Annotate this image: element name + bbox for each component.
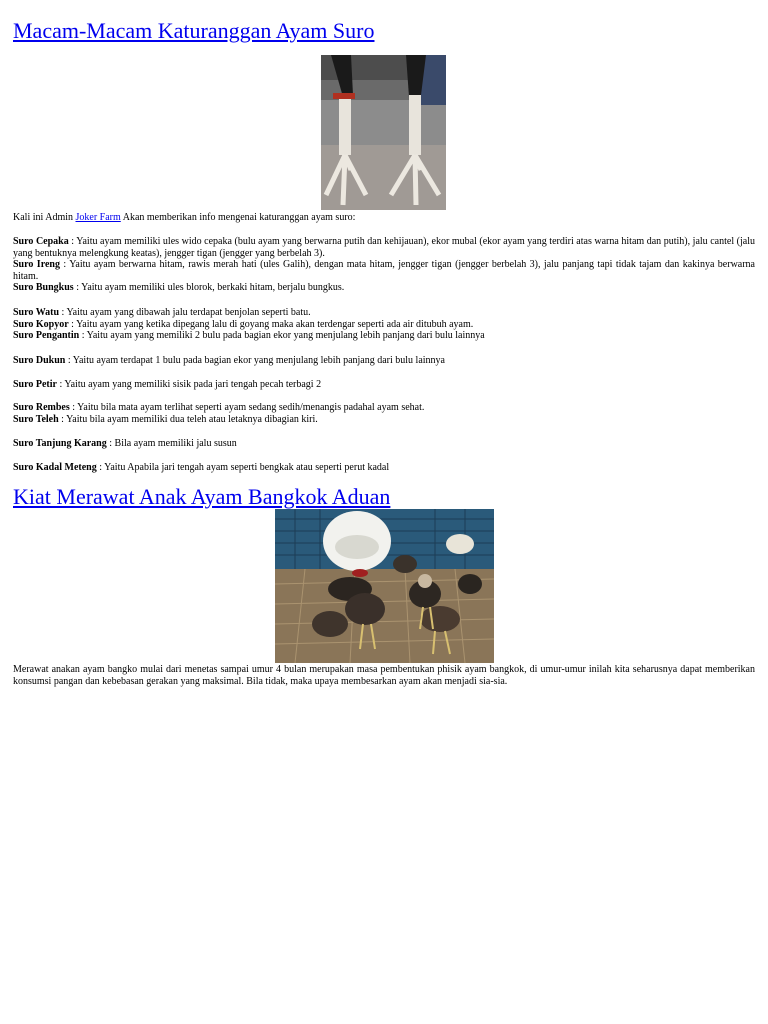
item-suro-cepaka bbox=[13, 236, 755, 259]
chicks-photo bbox=[275, 509, 494, 663]
item-desc: : Yaitu bila ayam memiliki dua teleh atau letaknya dibagian kiri. bbox=[58, 413, 318, 425]
item-suro-watu bbox=[13, 307, 755, 319]
item-desc: : Yaitu ayam yang memiliki 2 bulu pada bagian ekor yang menjulang lebih panjang dari bulu lainnya bbox=[79, 330, 485, 341]
intro-prefix: Kali ini Admin bbox=[13, 212, 76, 223]
item-suro-pengantin bbox=[13, 330, 755, 342]
item-suro-dukun bbox=[13, 355, 755, 367]
item-desc: : Yaitu bila mata ayam terlihat seperti ayam sedang sedih/menangis padahal ayam sehat. bbox=[69, 402, 425, 413]
item-name: Suro Teleh bbox=[13, 413, 59, 425]
item-desc: : Yaitu Apabila jari tengah ayam seperti bengkak atau seperti perut kadal bbox=[96, 462, 390, 473]
item-desc: : Yaitu ayam yang ketika dipegang lalu di goyang maka akan terdengar seperti ada air ditubuh ayam. bbox=[68, 318, 474, 330]
article1-intro bbox=[13, 212, 755, 224]
article1-title-link[interactable]: Macam-Macam Katuranggan Ayam Suro bbox=[13, 18, 375, 43]
item-name: Suro Watu bbox=[13, 307, 60, 318]
item-desc: : Yaitu ayam memiliki ules blorok, berkaki hitam, berjalu bungkus. bbox=[73, 282, 345, 293]
item-suro-rembes bbox=[13, 402, 755, 414]
item-name: Suro Pengantin bbox=[13, 330, 80, 341]
item-name: Suro Kopyor bbox=[13, 318, 69, 330]
item-desc: : Yaitu ayam memiliki ules wido cepaka (bulu ayam yang berwarna putih dan kehijauan), ekor mubal (ekor ayam yang terdiri atas warna hitam dan putih), jalu cantel (jalu yang bentuknya melengkung keatas), jengger tigan (jengger yang berbelah 3). bbox=[13, 236, 755, 259]
item-name: Suro Petir bbox=[13, 379, 57, 390]
item-name: Suro Kadal Meteng bbox=[13, 462, 97, 473]
item-name: Suro Rembes bbox=[13, 402, 70, 413]
item-suro-teleh bbox=[13, 414, 755, 426]
joker-farm-link[interactable]: Joker Farm bbox=[75, 212, 121, 223]
article2-title-link[interactable]: Kiat Merawat Anak Ayam Bangkok Aduan bbox=[13, 484, 391, 509]
article2-body: Merawat anakan ayam bangko mulai dari menetas sampai umur 4 bulan merupakan masa pembentukan phisik ayam bangkok, di umur-umur inilah kita seharusnya dapat memberikan konsumsi pangan dan kebebasan gerakan yang maksimal. Bila tidak, maka upaya membesarkan ayam akan menjadi sia-sia. bbox=[13, 664, 755, 687]
intro-suffix: Akan memberikan info mengenai katuranggan ayam suro: bbox=[120, 212, 356, 223]
item-name: Suro Ireng bbox=[13, 259, 60, 270]
item-name: Suro Tanjung Karang bbox=[13, 438, 107, 449]
item-desc: : Yaitu ayam yang memiliki sisik pada jari tengah pecah terbagi 2 bbox=[56, 379, 322, 390]
item-group-1 bbox=[13, 236, 755, 294]
item-desc: : Yaitu ayam berwarna hitam, rawis merah hati (ules Galih), dengan mata hitam, jengger tigan (jengger berbelah 3), jalu panjang tapi tidak tajam dan kakinya berwarna hitam. bbox=[13, 259, 755, 282]
item-group-2 bbox=[13, 307, 755, 342]
item-name: Suro Bungkus bbox=[13, 282, 74, 293]
item-desc: : Yaitu ayam yang dibawah jalu terdapat benjolan seperti batu. bbox=[59, 307, 311, 318]
item-suro-kopyor bbox=[13, 319, 755, 331]
item-name: Suro Cepaka bbox=[13, 236, 69, 247]
item-suro-ireng bbox=[13, 259, 755, 282]
article1-title bbox=[13, 18, 374, 44]
article2-title bbox=[13, 484, 390, 510]
item-name: Suro Dukun bbox=[13, 355, 66, 366]
item-suro-kadal-meteng bbox=[13, 462, 755, 474]
item-suro-petir bbox=[13, 379, 755, 391]
item-desc: : Yaitu ayam terdapat 1 bulu pada bagian ekor yang menjulang lebih panjang dari bulu lainnya bbox=[65, 355, 445, 366]
item-group-3 bbox=[13, 402, 755, 425]
chicken-feet-photo bbox=[321, 55, 446, 210]
item-desc: : Bila ayam memiliki jalu susun bbox=[106, 438, 237, 449]
item-suro-tanjung-karang bbox=[13, 438, 755, 450]
item-suro-bungkus bbox=[13, 282, 755, 294]
